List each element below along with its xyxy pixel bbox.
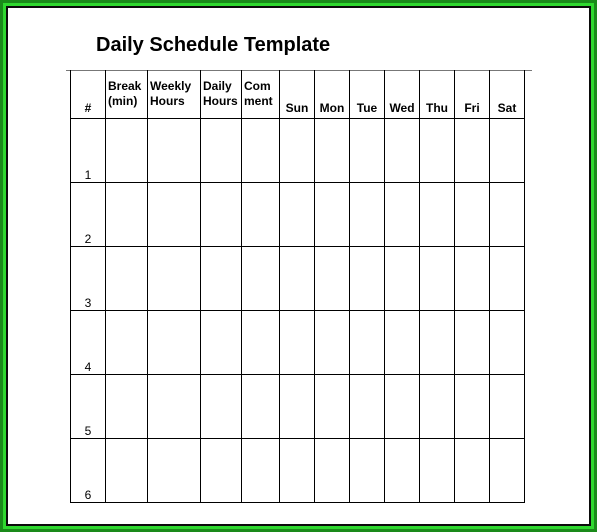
schedule-cell[interactable] (315, 247, 350, 311)
schedule-cell[interactable] (455, 439, 490, 503)
schedule-cell[interactable] (490, 247, 525, 311)
schedule-cell[interactable] (106, 247, 148, 311)
schedule-cell[interactable] (201, 183, 242, 247)
schedule-cell[interactable] (106, 119, 148, 183)
schedule-cell[interactable] (315, 183, 350, 247)
schedule-cell[interactable] (201, 375, 242, 439)
table-row (71, 439, 525, 503)
table-row (71, 375, 525, 439)
schedule-cell[interactable] (201, 311, 242, 375)
schedule-cell[interactable] (242, 311, 280, 375)
row-number: 5 (71, 375, 106, 439)
schedule-cell[interactable] (420, 439, 455, 503)
schedule-cell[interactable] (455, 247, 490, 311)
table-row (71, 247, 525, 311)
schedule-cell[interactable] (490, 439, 525, 503)
column-header-wed: Wed (385, 70, 420, 119)
schedule-table (70, 70, 525, 503)
schedule-cell[interactable] (385, 439, 420, 503)
column-header-number: # (71, 70, 106, 119)
row-number: 2 (71, 183, 106, 247)
column-header-break: Break (min) (106, 70, 148, 119)
schedule-cell[interactable] (420, 311, 455, 375)
schedule-cell[interactable] (201, 439, 242, 503)
row-number: 3 (71, 247, 106, 311)
schedule-cell[interactable] (350, 439, 385, 503)
schedule-cell[interactable] (385, 375, 420, 439)
schedule-cell[interactable] (315, 311, 350, 375)
schedule-cell[interactable] (280, 311, 315, 375)
schedule-cell[interactable] (490, 311, 525, 375)
header-row (71, 70, 525, 119)
schedule-cell[interactable] (490, 183, 525, 247)
schedule-cell[interactable] (106, 439, 148, 503)
column-header-sun: Sun (280, 70, 315, 119)
schedule-cell[interactable] (455, 311, 490, 375)
schedule-cell[interactable] (106, 183, 148, 247)
schedule-cell[interactable] (242, 439, 280, 503)
row-number: 6 (71, 439, 106, 503)
column-header-weekly-hours: Weekly Hours (148, 70, 201, 119)
schedule-cell[interactable] (420, 119, 455, 183)
schedule-cell[interactable] (242, 119, 280, 183)
column-header-thu: Thu (420, 70, 455, 119)
schedule-cell[interactable] (455, 183, 490, 247)
schedule-cell[interactable] (242, 375, 280, 439)
schedule-cell[interactable] (315, 119, 350, 183)
schedule-cell[interactable] (148, 439, 201, 503)
schedule-cell[interactable] (280, 439, 315, 503)
schedule-cell[interactable] (106, 311, 148, 375)
schedule-cell[interactable] (148, 247, 201, 311)
column-header-tue: Tue (350, 70, 385, 119)
schedule-cell[interactable] (420, 247, 455, 311)
schedule-cell[interactable] (148, 375, 201, 439)
schedule-cell[interactable] (201, 247, 242, 311)
schedule-cell[interactable] (315, 439, 350, 503)
row-number: 1 (71, 119, 106, 183)
schedule-cell[interactable] (350, 183, 385, 247)
schedule-cell[interactable] (350, 311, 385, 375)
table-row (71, 183, 525, 247)
schedule-cell[interactable] (280, 247, 315, 311)
table-row (71, 311, 525, 375)
schedule-cell[interactable] (385, 119, 420, 183)
row-number: 4 (71, 311, 106, 375)
schedule-cell[interactable] (242, 247, 280, 311)
column-header-fri: Fri (455, 70, 490, 119)
schedule-cell[interactable] (350, 375, 385, 439)
page-title: Daily Schedule Template (96, 34, 331, 56)
schedule-cell[interactable] (280, 375, 315, 439)
schedule-cell[interactable] (420, 183, 455, 247)
schedule-cell[interactable] (315, 375, 350, 439)
schedule-cell[interactable] (420, 375, 455, 439)
column-header-mon: Mon (315, 70, 350, 119)
schedule-cell[interactable] (280, 119, 315, 183)
schedule-cell[interactable] (350, 247, 385, 311)
schedule-cell[interactable] (455, 119, 490, 183)
schedule-cell[interactable] (148, 119, 201, 183)
column-header-comment: Com ment (242, 70, 280, 119)
schedule-cell[interactable] (242, 183, 280, 247)
column-header-daily-hours: Daily Hours (201, 70, 242, 119)
schedule-cell[interactable] (385, 247, 420, 311)
schedule-cell[interactable] (201, 119, 242, 183)
schedule-cell[interactable] (455, 375, 490, 439)
table-row (71, 119, 525, 183)
schedule-cell[interactable] (385, 183, 420, 247)
schedule-cell[interactable] (490, 375, 525, 439)
schedule-cell[interactable] (490, 119, 525, 183)
schedule-cell[interactable] (385, 311, 420, 375)
schedule-cell[interactable] (280, 183, 315, 247)
schedule-cell[interactable] (350, 119, 385, 183)
schedule-cell[interactable] (148, 183, 201, 247)
column-header-sat: Sat (490, 70, 525, 119)
schedule-cell[interactable] (148, 311, 201, 375)
schedule-cell[interactable] (106, 375, 148, 439)
